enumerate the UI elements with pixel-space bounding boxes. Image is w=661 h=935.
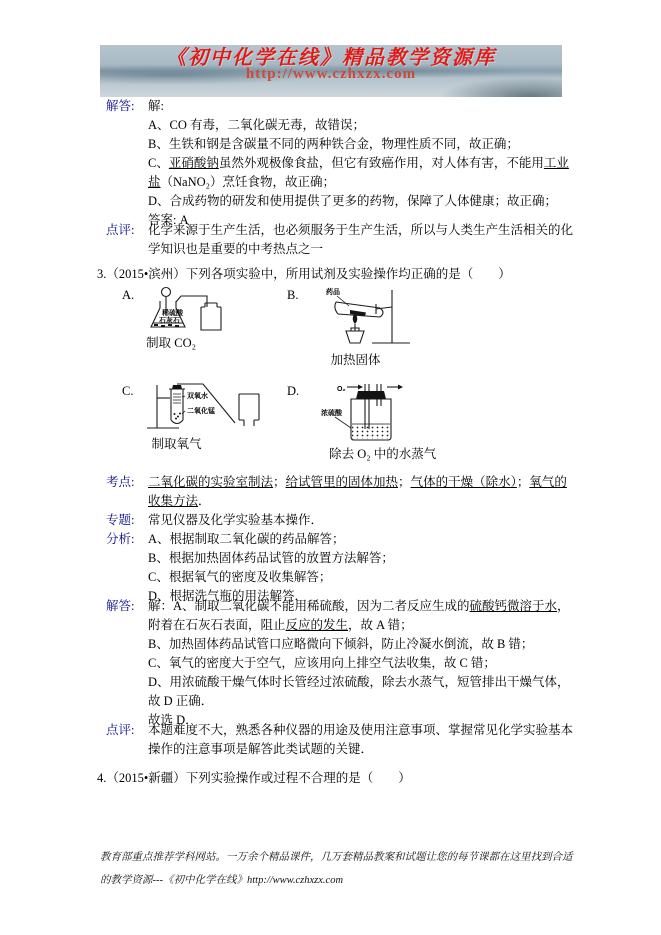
q2-comment-text: 化学来源于生产生活，也必须服务于生产生活，所以与人类生产生活相关的化学知识也是重要的中考热点之一	[148, 223, 574, 256]
section-q3-comment	[106, 721, 575, 759]
label-kaodian: 考点:	[106, 475, 135, 489]
reagent-label: 稀硫酸	[162, 310, 184, 317]
gas-drying-bottle-diagram	[321, 382, 421, 444]
q3-points-text	[148, 473, 575, 511]
option-b-letter: B.	[287, 288, 299, 302]
text-segment: A、根据制取二氧化碳的药品解答；	[148, 532, 345, 546]
reagent-label: 浓硫酸	[321, 410, 343, 417]
option-d-letter: D.	[287, 384, 300, 398]
text-segment: （NaNO₂）烹饪食物，故正确；	[160, 175, 336, 189]
link-text[interactable]: 给试管里的固体加热	[285, 475, 399, 489]
text-segment: 解:	[148, 99, 164, 113]
text-segment: ；	[516, 475, 530, 489]
option-b-figure	[324, 286, 414, 370]
link-text[interactable]: 气体的干燥（除水）	[410, 475, 517, 489]
text-segment: A、CO 有毒，二氧化碳无毒，故错误；	[148, 118, 366, 132]
option-a-caption: 制取 CO₂	[146, 336, 197, 350]
link-text[interactable]: 亚硝酸钠	[168, 156, 219, 170]
reagent-label: 石灰石	[159, 317, 181, 325]
reagent-label: 双氧水	[187, 393, 209, 400]
gas-label: O₂	[337, 386, 346, 393]
reagent-label: 二氧化锰	[187, 408, 216, 415]
option-d[interactable]	[287, 382, 567, 464]
option-c-letter: C.	[122, 384, 134, 398]
text-segment: B、根据加热固体药品试管的放置方法解答；	[148, 551, 394, 565]
site-banner	[100, 45, 562, 97]
section-q2-comment	[106, 221, 575, 259]
text-segment: B、生铁和钢是含碳量不同的两种铁合金，物理性质不同，故正确；	[148, 137, 519, 151]
text-segment: D、合成药物的研发和使用提供了更多的药物，保障了人体健康；故正确；	[148, 194, 558, 208]
link-text[interactable]: 二氧化碳的实验室制法	[148, 475, 274, 489]
question-3-options	[122, 286, 572, 464]
label-jieda: 解答:	[106, 99, 135, 113]
label-fenxi: 分析:	[106, 532, 135, 546]
section-q3-topic	[106, 511, 575, 530]
q3-comment-text: 本题难度不大，熟悉各种仪器的用途及使用注意事项、掌握常见化学实验基本操作的注意事项是解答此类试题的关键．	[148, 723, 574, 756]
section-q2-answer	[106, 97, 575, 230]
q2-answer-text	[148, 97, 575, 230]
option-a-figure	[146, 286, 254, 353]
text-segment: C、	[148, 156, 169, 170]
page-footer: 教育部重点推荐学科网站。一万余个精品课件，几万套精品教案和试题让您的每节课都在这里找到合适的教学资源---《初中化学在线》http://www.czhxzx.com	[100, 852, 573, 886]
text-segment: 解：A、制取二氧化碳不能用稀硫酸，因为二者反应生成的	[148, 599, 470, 613]
option-d-caption: 除去 O₂ 中的水蒸气	[329, 447, 437, 461]
text-segment: ；	[398, 475, 411, 489]
text-segment: ，故 A 错；	[348, 618, 413, 632]
label-zhuanti: 专题:	[106, 513, 135, 527]
label-jieda: 解答:	[106, 599, 135, 613]
section-q3-analysis	[106, 530, 575, 606]
label-dianping: 点评:	[106, 723, 135, 737]
oxygen-generation-diagram	[145, 382, 267, 434]
option-b[interactable]	[287, 286, 567, 370]
option-c-caption: 制取氧气	[151, 437, 202, 451]
option-d-figure	[321, 382, 436, 464]
option-c-figure	[145, 382, 267, 454]
link-text[interactable]: 反应的发生	[285, 618, 349, 632]
banner-title: 《初中化学在线》精品教学资源库	[166, 47, 496, 69]
option-b-caption: 加热固体	[330, 353, 381, 367]
question-4-text: 4.（2015•新疆）下列实验操作或过程不合理的是（ ）	[97, 771, 411, 785]
option-a[interactable]	[122, 286, 287, 370]
text-segment: ，附着在石灰石表面，阻止	[148, 599, 570, 632]
text-segment: 答案: A	[148, 213, 189, 227]
text-segment: D、根据洗气瓶的用法解答．	[148, 589, 308, 603]
text-segment: C、根据氧气的密度及收集解答；	[148, 570, 332, 584]
link-text[interactable]: 工业盐	[148, 156, 569, 189]
options-row-1	[122, 286, 572, 370]
text-segment: B、加热固体药品试管口应略微向下倾斜，防止冷凝水倒流，故 B 错；	[148, 637, 534, 651]
section-q3-points	[106, 473, 575, 511]
text-segment: ；	[273, 475, 286, 489]
text-segment: 故选 D．	[148, 713, 198, 727]
option-c[interactable]	[122, 382, 287, 464]
text-segment: 虽然外观极像食盐，但它有致癌作用，对人体有害，不能用	[218, 156, 544, 170]
co2-generation-diagram	[146, 286, 254, 333]
label-dianping: 点评:	[106, 223, 135, 237]
reagent-label: 药品	[326, 289, 341, 296]
link-text[interactable]: 硫酸钙微溶于水	[469, 599, 558, 613]
question-3-text: 3.（2015•滨州）下列各项实验中，所用试剂及实验操作均正确的是（ ）	[97, 267, 511, 281]
q3-topic-text: 常见仪器及化学实验基本操作．	[148, 513, 324, 527]
option-a-letter: A.	[122, 288, 135, 302]
options-row-2	[122, 382, 572, 464]
q3-answer-text	[148, 597, 575, 730]
q3-analysis-text	[148, 530, 575, 606]
link-text[interactable]: 氧气的收集方法	[148, 475, 567, 508]
text-segment: C、氧气的密度大于空气，应该用向上排空气法收集，故 C 错；	[148, 656, 496, 670]
text-segment: ．	[198, 494, 211, 508]
section-q3-answer	[106, 597, 575, 730]
text-segment: D、用浓硫酸干燥气体时长管经过浓硫酸，除去水蒸气，短管排出干燥气体，故 D 正确．	[148, 675, 570, 708]
banner-url-link[interactable]: http://www.czhxzx.com	[245, 66, 417, 82]
heating-solid-diagram	[324, 286, 414, 350]
